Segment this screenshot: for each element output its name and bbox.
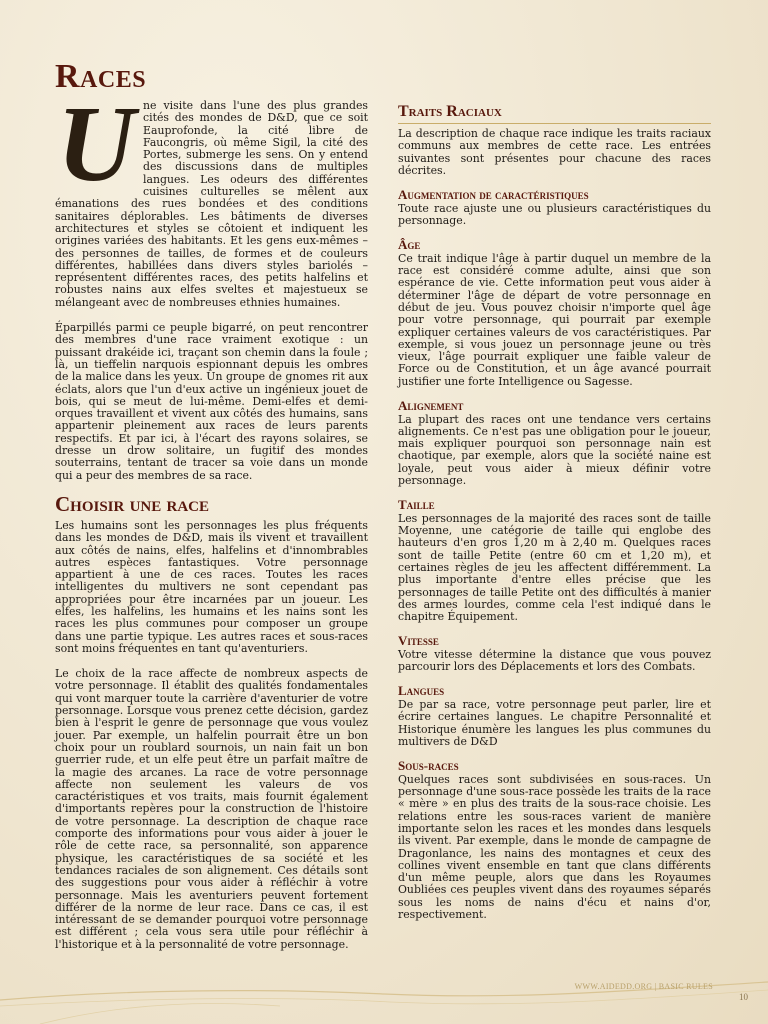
heading-languages: Langues (398, 683, 445, 699)
heading-subraces: Sous-races (398, 757, 459, 773)
heading-alignment: Alignement (398, 397, 464, 413)
paragraph-size: Les personnages de la majorité des races sont de taille Moyenne, une catégorie de taille qui englobe des hauteurs d'en gros 1,20 m à 2,40 m. Quelques races sont de taille Petite (entre 60 cm et 1,20 m), et certaines règles de jeu les affectent différemment. La plus importante d'entre elles précise que les personnages de taille Petite ont des difficultés à manier des armes lourdes, comme cela l'est indiqué dans le chapitre Équipement. (398, 511, 711, 624)
paragraph-subraces: Quelques races sont subdivisées en sous-races. Un personnage d'une sous-race possède les traits de la race « mère » en plus des traits de la sous-race choisie. Les relations entre les sous-races varient de manière importante selon les races et les mondes dans lesquels ils vivent. Par exemple, dans le monde de campagne de Dragonlance, les nains des montagnes et ceux des collines vivent ensemble en tant que clans différents d'un même peuple, alors que dans les Royaumes Oubliées ces peuples vivent dans des royaumes séparés sous les noms de nains d'écu et nains d'or, respectivement. (398, 772, 711, 922)
right-column (398, 103, 711, 931)
heading-choose-race: Choisir une race (55, 491, 210, 516)
paragraph-humans: Les humains sont les personnages les plus fréquents dans les mondes de D&D, mais ils vivent et travaillent aux côtés de nains, elfes, halfelins et d'innombrables autres espèces fantastiques. Votre personnage appartient à une de ces races. Toutes les races intelligentes du multivers ne sont cependant pas appropriées pour être incarnées par un joueur. Les elfes, les halfelins, les humains et les nains sont les races les plus communes pour composer un groupe dans une partie typique. Les autres races et sous-races sont moins fréquentes en tant qu'aventuriers. (55, 518, 368, 655)
page-title: Races (55, 58, 147, 95)
paragraph-age: Ce trait indique l'âge à partir duquel un membre de la race est considéré comme adulte, ainsi que son espérance de vie. Cette information peut vous aider à déterminer l'âge de départ de votre personnage en début de jeu. Vous pouvez choisir n'importe quel âge pour votre personnage, qui pourrait par exemple expliquer certaines valeurs de vos caractéristiques. Par exemple, si vous jouez un personnage jeune ou très vieux, l'âge pourrait expliquer une faible valeur de Force ou de Constitution, et un âge avancé pourrait justifier une forte Intelligence ou Sagesse. (398, 251, 711, 388)
heading-racial-traits: Traits Raciaux (398, 103, 711, 124)
heading-size: Taille (398, 496, 435, 512)
paragraph-traits-intro: La description de chaque race indique les traits raciaux communs aux membres de cette race. Les entrées suivantes sont présentes pour chacune des races décrites. (398, 127, 711, 177)
paragraph-languages: De par sa race, votre personnage peut parler, lire et écrire certaines langues. Le chapitre Personnalité et Historique énumère les langues les plus communes du multivers de D&D (398, 698, 711, 748)
paragraph-race-choice: Le choix de la race affecte de nombreux aspects de votre personnage. Il établit des qualités fondamentales qui vont marquer toute la carrière d'aventurier de votre personnage. Lorsque vous prenez cette décision, gardez bien à l'esprit le genre de personnage que vous voulez jouer. Par exemple, un halfelin pourrait être un bon choix pour un roublard sournois, un nain fait un bon guerrier rude, et un elfe peut être un parfait maître de la magie des arcanes. La race de votre personnage affecte non seulement les valeurs de vos caractéristiques et vos traits, mais fournit également d'importants repères pour la construction de l'histoire de votre personnage. La description de chaque race comporte des informations pour vous aider à jouer le rôle de cette race, sa personnalité, son apparence physique, les caractéristiques de sa société et les tendances raciales de son alignement. Ces détails sont des suggestions pour vous aider à réfléchir à votre personnage. Mais les aventuriers peuvent fortement différer de la norme de leur race. Dans ce cas, il est intéressant de se demander pourquoi votre personnage est différent ; cela vous sera utile pour réfléchir à l'historique et à la personnalité de votre personnage. (55, 667, 368, 951)
paragraph-ability-increase: Toute race ajuste une ou plusieurs caractéristiques du personnage. (398, 201, 711, 227)
footer-ornament (0, 960, 768, 1024)
drop-cap: U (57, 85, 135, 204)
heading-ability-increase: Augmentation de caractéristiques (398, 186, 589, 202)
paragraph-speed: Votre vitesse détermine la distance que vous pouvez parcourir lors des Déplacements et lors des Combats. (398, 648, 711, 674)
intro-text: ne visite dans l'une des plus grandes cités des mondes de D&D, que ce soit Eauprofonde, la cité libre de Faucongris, où même Sigil, la cité des Portes, submerge les sens. On y entend des discussions dans de multiples langues. Les odeurs des différentes cuisines culturelles se mêlent aux émanations des rues bondées et des conditions sanitaires déplorables. Les bâtiments de diverses architectures et styles se côtoient et indiquent les origines variées des habitants. Et les gens eux-mêmes – des personnes de tailles, de formes et de couleurs différentes, habillées dans divers styles bariolés – représentent différentes races, des petits halfelins et robustes nains aux elfes sveltes et majestueux se mélangeant avec de nombreuses ethnies humaines. (55, 99, 368, 309)
left-column (55, 85, 368, 961)
heading-speed: Vitesse (398, 633, 439, 648)
intro-paragraph (55, 85, 368, 309)
heading-age: Âge (398, 236, 421, 252)
paragraph-exotic: Éparpillés parmi ce peuple bigarré, on peut rencontrer des membres d'une race vraiment exotique : un puissant drakéide ici, traçant son chemin dans la foule ; là, un tieffelin narquois espionnant depuis les ombres de la malice dans les yeux. Un groupe de gnomes rit aux éclats, alors que l'un d'eux active un ingénieux jouet de bois, qui se meut de lui-même. Demi-elfes et demi-orques travaillent et vivent aux côtés des humains, sans appartenir pleinement aux races de leurs parents respectifs. Et par ici, à l'écart des rayons solaires, se dresse un drow solitaire, un fugitif des mondes souterrains, tentant de tracer sa voie dans un monde qui a peur des membres de sa race. (55, 321, 368, 482)
paragraph-alignment: La plupart des races ont une tendance vers certains alignements. Ce n'est pas une obligation pour le joueur, mais expliquer pourquoi son personnage nain est chaotique, par exemple, alors que la société naine est loyale, peut vous aider à mieux définir votre personnage. (398, 412, 711, 488)
page-number: 10 (739, 992, 748, 1002)
footer-text: WWW.AIDEDD.ORG | BASIC RULES (574, 982, 713, 991)
